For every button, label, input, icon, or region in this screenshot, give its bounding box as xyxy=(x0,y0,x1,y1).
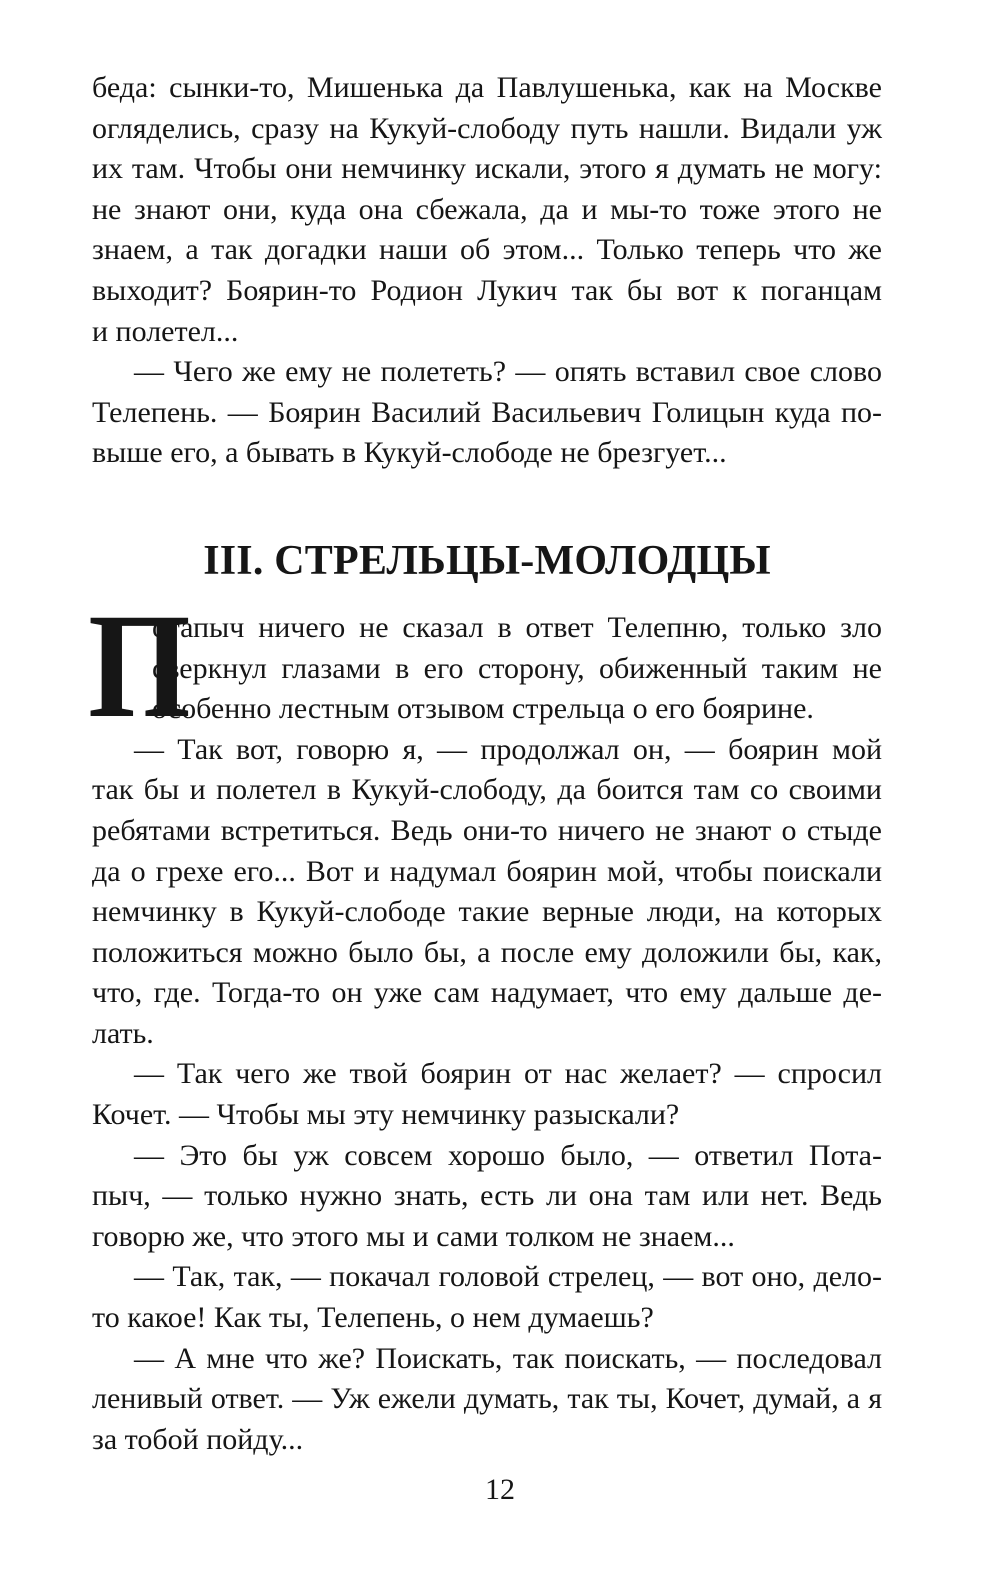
book-page xyxy=(88,68,882,1460)
text-line: выходит? Боярин-то Родион Лукич так бы вот к поганцам xyxy=(92,273,882,307)
text-line: лать. xyxy=(92,1016,154,1050)
chapter-title: III. СТРЕЛЬЦЫ-МОЛОДЦЫ xyxy=(203,537,771,584)
text-line: Телепень. — Боярин Василий Васильевич Голицын куда по- xyxy=(92,395,882,429)
text-line: — Так чего же твой боярин от нас желает? — спросил xyxy=(134,1057,882,1091)
text-line: говорю же, что этого мы и сами толком не знаем... xyxy=(92,1219,735,1253)
text-line: знаем, а так догадки наши об этом... Только теперь что же xyxy=(92,233,882,267)
text-line: — Это бы уж совсем хорошо было, — ответил Пота- xyxy=(134,1138,882,1172)
text-line: Кочет. — Чтобы мы эту немчинку разыскали? xyxy=(92,1098,680,1132)
text-line: положиться можно было бы, а после ему доложили бы, как, xyxy=(92,935,882,969)
drop-cap: П xyxy=(88,582,191,749)
text-line: так бы и полетел в Кукуй-слободу, да боится там со своими xyxy=(92,773,882,807)
text-line: огляделись, сразу на Кукуй-слободу путь нашли. Видали уж xyxy=(92,111,882,145)
text-line: что, где. Тогда-то он уже сам надумает, что ему дальше де- xyxy=(92,976,882,1010)
text-line: за тобой пойду... xyxy=(92,1422,304,1456)
text-line: ребятами встретиться. Ведь они-то ничего не знают о стыде xyxy=(92,813,882,847)
text-line: да о грехе его... Вот и надумал боярин мой, чтобы поискали xyxy=(92,854,882,888)
text-line: не знают они, куда она сбежала, да и мы-то тоже этого не xyxy=(92,192,882,226)
text-line: то какое! Как ты, Телепень, о нем думаешь? xyxy=(92,1301,654,1335)
text-line: их там. Чтобы они немчинку искали, этого я думать не могу: xyxy=(92,152,882,186)
text-line: выше его, а бывать в Кукуй-слободе не брезгует... xyxy=(92,436,727,470)
text-line: сверкнул глазами в его сторону, обиженный таким не xyxy=(152,651,882,685)
top-text-block xyxy=(92,68,882,474)
text-line: и полетел... xyxy=(92,314,239,348)
text-line: — Чего же ему не полететь? — опять вставил свое слово xyxy=(134,355,882,389)
text-line: — Так вот, говорю я, — продолжал он, — боярин мой xyxy=(134,732,882,766)
text-line: беда: сынки-то, Мишенька да Павлушенька, как на Москве xyxy=(92,71,882,104)
text-line: — Так, так, — покачал головой стрелец, — вот оно, дело- xyxy=(134,1260,882,1294)
text-line: особенно лестным отзывом стрельца о его боярине. xyxy=(152,692,814,726)
page-number: 12 xyxy=(485,1473,515,1506)
text-line: — А мне что же? Поискать, так поискать, — последовал xyxy=(134,1341,882,1375)
text-line: отапыч ничего не сказал в ответ Телепню, только зло xyxy=(152,610,882,644)
body-text-block xyxy=(92,730,882,1461)
text-line: немчинку в Кукуй-слободе такие верные люди, на которых xyxy=(92,895,882,929)
text-line: пыч, — только нужно знать, есть ли она там или нет. Ведь xyxy=(92,1179,882,1213)
text-line: ленивый ответ. — Уж ежели думать, так ты, Кочет, думай, а я xyxy=(92,1382,882,1416)
